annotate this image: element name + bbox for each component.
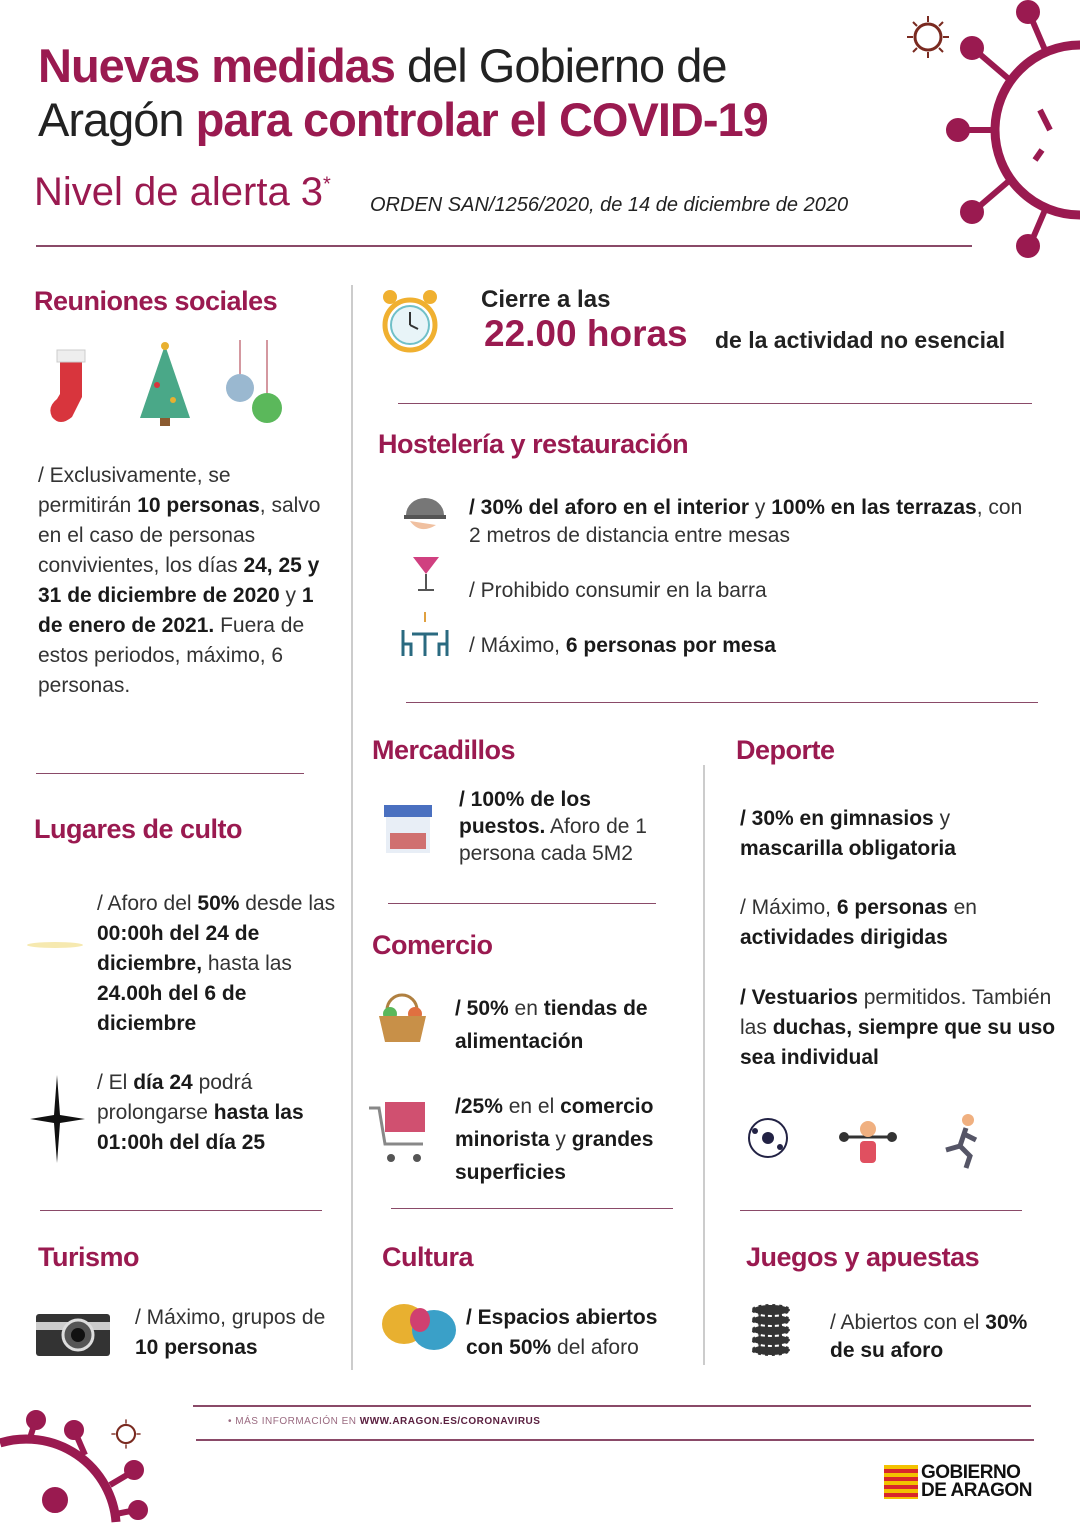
text: Aforo de 1 persona cada 5M2: [459, 815, 647, 865]
text: / Exclusivamente, se permitirán: [38, 464, 231, 517]
closing-label: Cierre a las: [481, 286, 611, 313]
bold-text: 24.00h del 6 de diciembre: [97, 982, 247, 1035]
bold-text: 10 personas: [137, 494, 260, 517]
bold-text: / 50%: [455, 997, 509, 1020]
hosteleria-text-2: [469, 576, 989, 606]
text: podrá prolongarse: [97, 1071, 253, 1124]
light-glow-icon: [25, 930, 85, 960]
text: / Abiertos con el: [830, 1311, 986, 1334]
bold-text: 1 de enero de 2021.: [38, 584, 314, 637]
section-title-juegos: Juegos y apuestas: [746, 1242, 980, 1272]
bold-text: 6 personas: [836, 896, 948, 919]
section-title-comercio: Comercio: [372, 930, 493, 960]
bold-text: grandes superficies: [455, 1128, 654, 1184]
text: y: [549, 1128, 572, 1151]
stocking-icon: [45, 342, 100, 427]
aragon-flag-icon: [884, 1465, 918, 1499]
text: del aforo: [551, 1336, 639, 1359]
text: permitidos. También las: [740, 986, 1052, 1039]
closing-scope: de la actividad no esencial: [715, 327, 1006, 353]
divider: [40, 1210, 322, 1211]
bold-text: tiendas de alimentación: [455, 997, 648, 1053]
footer-divider-top: [193, 1405, 1031, 1407]
culto-text-2: [97, 1068, 337, 1158]
weightlifting-icon: [838, 1117, 898, 1167]
bold-text: 30% de su aforo: [830, 1311, 1028, 1362]
deporte-text-1: [740, 804, 1040, 864]
bold-text: Nuevas medidas: [38, 39, 395, 92]
bold-text: duchas, siempre que su uso sea individual: [740, 1016, 1056, 1069]
comercio-text-1: [455, 992, 695, 1058]
text: / El: [97, 1071, 134, 1094]
deporte-text-3: [740, 983, 1060, 1073]
bold-text: comercio minorista: [455, 1095, 654, 1151]
column-divider: [351, 285, 353, 1370]
runner-icon: [942, 1112, 982, 1170]
comercio-text-2: [455, 1090, 700, 1189]
header-divider: [36, 245, 972, 247]
logo-line-2: DE ARAGON: [921, 1480, 1032, 1501]
bold-text: 10 personas: [135, 1336, 258, 1359]
table-chairs-icon: [400, 612, 450, 660]
section-title-turismo: Turismo: [38, 1242, 140, 1272]
text: / Aforo del: [97, 892, 198, 915]
bold-text: hasta las 01:00h del día 25: [97, 1101, 304, 1154]
section-title-mercadillos: Mercadillos: [372, 735, 516, 765]
text: del Gobierno de: [394, 39, 727, 92]
text: / Prohibido consumir en la barra: [469, 579, 767, 602]
cultura-text: [466, 1303, 696, 1363]
text: hasta las: [202, 952, 292, 975]
text: desde las: [239, 892, 336, 915]
bold-text: día 24: [133, 1071, 193, 1094]
bold-text: 6 personas por mesa: [565, 634, 776, 657]
theater-masks-icon: [380, 1302, 458, 1352]
football-icon: [747, 1117, 789, 1159]
title-line-2: [38, 92, 768, 147]
deporte-text-2: [740, 893, 1040, 953]
closing-hour: 22.00 horas: [484, 313, 688, 354]
section-title-cultura: Cultura: [382, 1242, 473, 1272]
turismo-text: [135, 1303, 335, 1363]
virus-icon: [940, 0, 1080, 260]
bold-text: mascarilla obligatoria: [740, 837, 956, 860]
text: , salvo en el caso de personas convivientes, los días: [38, 494, 321, 577]
alarm-clock-icon: [380, 285, 440, 357]
text: en: [947, 896, 977, 919]
mercadillos-text: [459, 786, 679, 867]
divider: [36, 773, 304, 774]
small-virus-icon: [110, 1418, 142, 1450]
divider: [388, 903, 656, 904]
alert-level-text: Nivel de alerta 3: [34, 170, 324, 214]
shopping-cart-icon: [367, 1100, 432, 1166]
alert-footnote-mark: *: [323, 173, 331, 196]
text: y: [749, 496, 772, 519]
bold-text: 00:00h del 24 de diciembre,: [97, 922, 260, 975]
bold-text: 24, 25 y 31 de diciembre de 2020: [38, 554, 320, 607]
text: en el: [502, 1095, 561, 1118]
small-virus-icon: [905, 14, 951, 60]
bold-text: / 100% de los puestos.: [459, 788, 591, 838]
title-line-1: [38, 38, 726, 93]
section-title-deporte: Deporte: [736, 735, 835, 765]
culto-text-1: [97, 889, 345, 1039]
divider: [398, 403, 1032, 404]
hosteleria-text-1: [469, 494, 1039, 550]
market-stall-icon: [382, 803, 434, 855]
divider: [391, 1208, 673, 1209]
text: Aragón: [38, 93, 196, 146]
bold-text: / Espacios abiertos con 50%: [466, 1306, 658, 1359]
gobierno-aragon-logo: [884, 1464, 1032, 1500]
camera-icon: [36, 1308, 110, 1356]
text: / Máximo,: [469, 634, 566, 657]
text: y: [933, 807, 951, 830]
bold-text: / 30% del aforo en el interior: [469, 496, 750, 519]
logo-line-1: GOBIERNO: [921, 1462, 1021, 1483]
cocktail-icon: [411, 552, 441, 594]
text: , con 2 metros de distancia entre mesas: [469, 496, 1023, 547]
bold-text: 100% en las terrazas: [771, 496, 977, 519]
divider: [740, 1210, 1022, 1211]
juegos-text: [830, 1309, 1030, 1365]
bold-text: actividades dirigidas: [740, 926, 948, 949]
more-info-label: • MÁS INFORMACIÓN EN: [228, 1416, 360, 1427]
section-title-hosteleria: Hostelería y restauración: [378, 429, 689, 459]
text: Fuera de estos periodos, máximo, 6 personas.: [38, 614, 305, 697]
more-info-link[interactable]: WWW.ARAGON.ES/CORONAVIRUS: [359, 1416, 541, 1427]
footer-divider-bottom: [196, 1439, 1034, 1441]
alert-level: [34, 170, 331, 215]
bold-text: / Vestuarios: [740, 986, 858, 1009]
order-reference: ORDEN SAN/1256/2020, de 14 de diciembre de 2020: [370, 194, 849, 216]
food-basket-icon: [375, 992, 430, 1044]
text: / Máximo, grupos de: [135, 1306, 326, 1329]
divider: [406, 702, 1038, 703]
text: en: [508, 997, 544, 1020]
column-divider: [703, 765, 705, 1365]
cloche-icon: [402, 493, 448, 537]
section-title-reuniones: Reuniones sociales: [34, 286, 278, 316]
christmas-tree-icon: [135, 340, 195, 430]
text: y: [279, 584, 302, 607]
star-icon: [30, 1075, 85, 1163]
more-info: [228, 1416, 540, 1427]
bold-text: / 30% en gimnasios: [740, 807, 934, 830]
text: / Máximo,: [740, 896, 837, 919]
section-title-culto: Lugares de culto: [34, 814, 243, 844]
bold-text: para controlar el COVID-19: [195, 93, 768, 146]
reuniones-text: [38, 461, 323, 701]
hosteleria-text-3: [469, 631, 989, 661]
bold-text: 50%: [197, 892, 240, 915]
ornaments-icon: [225, 340, 285, 430]
casino-chips-icon: [748, 1302, 794, 1358]
bold-text: /25%: [455, 1095, 503, 1118]
